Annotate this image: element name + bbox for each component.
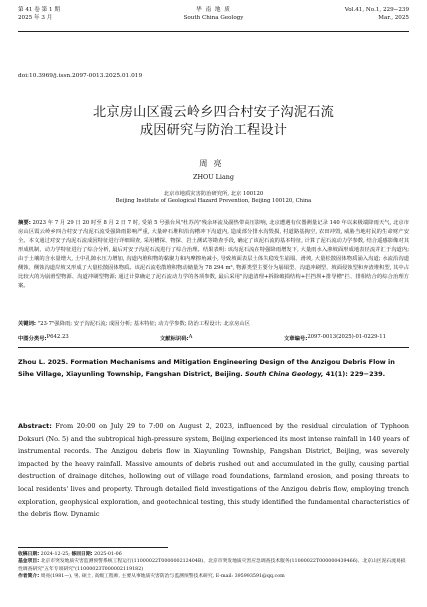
clc-field — [18, 334, 69, 342]
abstract-cn-label: 摘要: — [18, 220, 31, 226]
issue-volume-en: Vol.41, No.1, 229−239 — [344, 7, 409, 13]
paper-title-line-1: 北京房山区霞云岭乡四合村安子沟泥石流 — [93, 105, 334, 120]
journal-name-cn: 华 南 地 质 — [196, 7, 231, 13]
citation-authors: Zhou L. 2025. — [18, 358, 69, 366]
abstract-en — [18, 420, 409, 521]
article-no-label: 文章编号: — [284, 336, 308, 342]
footnote-rule — [18, 547, 168, 548]
paper-title — [0, 104, 427, 140]
abstract-cn-text: 2023 年 7 月 29 日 20 时至 8 月 2 日 7 时, 受第 5 号强台风"杜苏芮"残余环流及副热带高压影响, 北京遭遇有仪器测量记录 140 年以来极端降雨天气, 北京市房山区霞云岭乡四合村安子沟泥石流受强降雨影响严重, 大量碎石堆积沿沟槽冲下沟道内, 造成部分排水沟毁损, 村道路基掏空, 农田冲毁, 威胁当地村民的生命财产安全。本文通过对安子沟泥石流成因特征进行详细调查, 采用槽探、物探、岩土测试等勘查手段, 确定了该泥石流的基本特征, 计算了泥石流动力学参数, 结合遥感影像对其形成机制、动力学特征进行了综合分析, 最后对安子沟泥石流进行了综合治理。结果表明: 该沟泥石流在特强降雨增发下, 大量雨水入渗坡面形成地表径流并汇于沟道内; 由于土壤的含水量增大, 土中孔隙水压力增加, 沟道内堆积物的黏聚力和内摩擦角减小, 导致坡面表层土体失稳发生崩塌、滑坡, 大量松散固体物质涌入沟道; 水流沿沟道侧蚀、侧蚀沟道岸坡又形成了大量松散固体物质。该泥石流松散堆积物动储量为 78 294 m³, 物源类型主要分为崩塌型、沟道冲刷型、坡面侵蚀型和弃渣堆积型, 其中占比较大的为崩滑型物源、沟道冲刷型物源; 通过计算确定了泥石流动力学的各项参数, 最后采用"沟道清理+拆除破损结构+拦挡坝+排导槽"拦、排相结合的综合治理方案。 — [18, 220, 409, 290]
citation-en — [18, 356, 409, 381]
section-rule — [18, 347, 409, 348]
received-label: 收稿日期: — [18, 552, 40, 557]
issue-date-en: Mar., 2025 — [378, 15, 409, 21]
received-value: 2024-12-25; — [40, 552, 70, 557]
clc-label: 中图分类号: — [18, 336, 47, 342]
author-name-en: ZHOU Liang — [193, 173, 234, 181]
article-no-value: 2097-0013(2025)-01-0229-11 — [307, 334, 387, 340]
affiliation-en: Beijing Institute of Geological Hazard Prevention, Beijing 100120, China — [115, 198, 312, 204]
footnote-dates — [18, 551, 409, 558]
doi-link[interactable]: doi:10.3969/j.issn.2097-0013.2025.01.019 — [18, 73, 143, 79]
journal-name-en: South China Geology — [183, 15, 244, 21]
fund-label: 基金项目: — [18, 559, 40, 565]
classification-line — [18, 334, 409, 343]
abstract-en-label: Abstract: — [18, 422, 52, 430]
article-no-field — [284, 334, 387, 342]
author-name-cn: 周亮 — [199, 158, 228, 168]
keywords-cn-label: 关键词: — [18, 321, 37, 327]
keywords-cn-text: "23·7"强降雨; 安子沟泥石流; 成因分析; 基本特征; 动力学参数; 防治工程设计; 北京房山区 — [37, 321, 250, 327]
doc-code-value: A — [188, 334, 193, 340]
header-rule — [18, 31, 409, 32]
issue-info-en — [345, 6, 409, 22]
revised-value: 2025-01-06 — [94, 552, 122, 557]
revised-label: 修回日期: — [71, 552, 93, 557]
footnote-author — [18, 573, 409, 580]
paper-title-line-2: 成因研究与防治工程设计 — [139, 123, 288, 138]
doc-code-label: 文献标识码: — [160, 336, 189, 342]
author-bio-value: 周亮(1981—), 男, 硕士, 高级工程师, 主要从事地质灾害防治与监测预警技术研究, E-mail: 395993591@qq.com — [40, 574, 285, 580]
abstract-en-text: From 20:00 on July 29 to 7:00 on August 2, 2023, influenced by the residual circulation of Typhoon Doksuri (No. 5) and the subtropical high-pressure system, Beijing experienced its most intense rainfall in 140 years of instrumental records. The Anzigou debris flow in Xiayunling Township, Fangshan District, Beijing, was severely impacted by the heavy rainfall. Massive amounts of debris rushed out and accumulated in the gully, causing partial destruction of drainage ditches, hollowing out of village road foundations, farmland erosion, and posing threats to local residents' lives and property. Through detailed field investigations of the Anzigou debris flow, employing trench exploration, geophysical exploration, and geotechnical testing, this study identified the fundamental characteristics of the debris flow. Dynamic — [18, 422, 409, 519]
citation-title: Formation Mechanisms and Mitigation Engineering Design of the Anzigou Debris Flow in Sihe Village, Xiayunling Township, Fangshan District, Beijing. — [18, 358, 395, 379]
affiliation-cn: 北京市地质灾害防治研究所, 北京 100120 — [163, 191, 264, 197]
footnote-fund — [18, 558, 409, 573]
clc-value: P642.23 — [46, 334, 69, 340]
issue-date: 2025 年 3 月 — [18, 15, 53, 21]
issue-volume: 第 41 卷 第 1 期 — [18, 7, 60, 13]
citation-volume: 41(1): 229−239. — [325, 370, 386, 379]
abstract-cn — [18, 219, 409, 291]
doc-code-field — [160, 334, 193, 342]
fund-value: 北京市突发地质灾害监测预警系统工程运行(11000022T000000212404B)、北京市突发地质灾害应急调查技术服务(11000022T000000439466)、北京山区泥石流易损性调查研究"五年专项研究"(11000023T000002119182) — [18, 559, 406, 572]
keywords-cn — [18, 320, 409, 328]
footnote — [18, 551, 409, 581]
author-bio-label: 作者简介: — [18, 574, 40, 580]
citation-journal: South China Geology, — [244, 370, 324, 379]
